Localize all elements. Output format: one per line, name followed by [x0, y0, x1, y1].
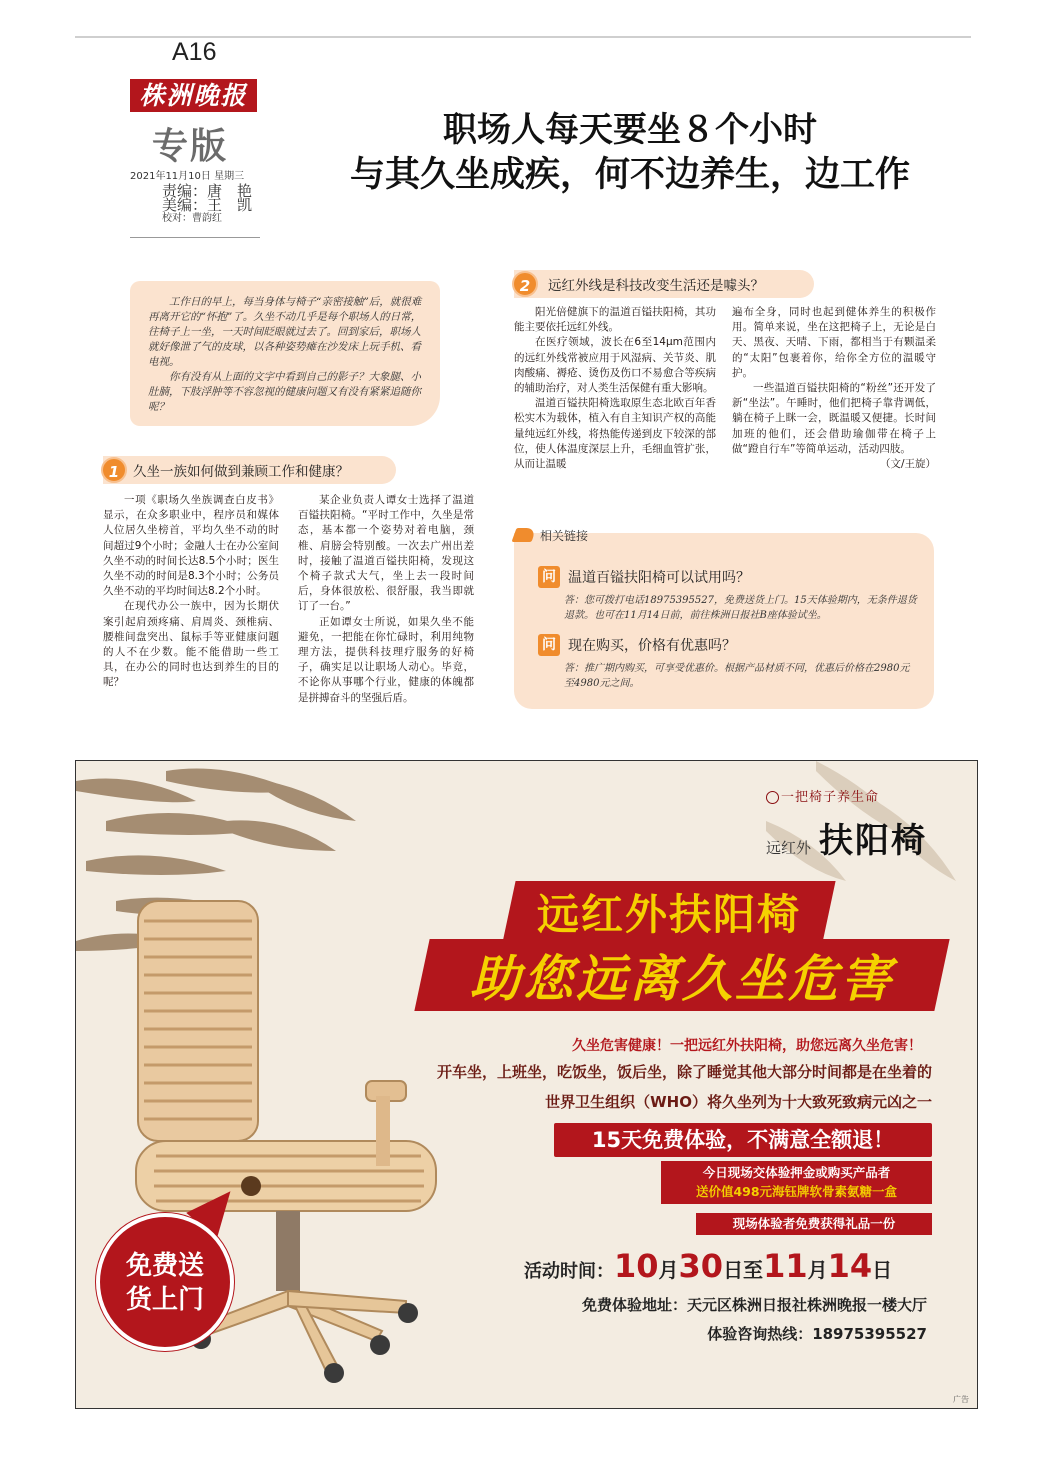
brand-name [766, 813, 956, 862]
ad-title-1 [502, 881, 835, 943]
answer-text: 答：您可拨打电话18975395527，免费送货上门。15天体验期内，无条件退货退款。也可在11月14日前，前往株洲日报社B座体验试坐。 [564, 595, 917, 621]
paragraph: 某企业负责人谭女士选择了温道百镒扶阳椅。“平时工作中，久坐是常态，基本都一个姿势对着电脑，颈椎、肩膀会特别酸。一次去广州出差时，接触了温道百镒扶阳椅，发现这个椅子款式大气，坐上去一段时间后，身体很放松、很舒服，我当即就订了一台。” [298, 494, 474, 613]
free-delivery-line-2: 货上门 [125, 1285, 204, 1315]
number-badge-icon: 1 [101, 457, 127, 483]
proofreader-credit: 校对：曹韵红 [162, 213, 222, 224]
paragraph: 在医疗领域，波长在6至14μm范围内的远红外线常被应用于风湿病、关节炎、肌肉酸痛、褥疮、烫伤及伤口不易愈合等疾病的辅助治疗，对人类生活保健有重大影响。 [514, 336, 716, 395]
brand-logo-text: 扶阳椅 [819, 821, 928, 861]
related-links-tab [514, 524, 588, 546]
section-title: 专版 [152, 125, 229, 167]
related-links-label: 相关链接 [540, 528, 589, 543]
free-delivery-badge [96, 1213, 234, 1351]
unit-month: 月 [807, 1258, 828, 1282]
start-month: 10 [614, 1247, 659, 1285]
brand-slogan-text: 一把椅子养生命 [781, 790, 880, 805]
paragraph: 正如谭女士所说，如果久坐不能避免，一把能在你忙碌时，利用纯物理方法，提供科技理疗服务的好椅子，确实足以让职场人动心。毕竟，不论你从事哪个行业，健康的体魄都是拼搏奋斗的坚强后盾。 [298, 615, 474, 704]
paragraph: 一些温道百镒扶阳椅的“粉丝”还开发了新“坐法”。午睡时，他们把椅子靠背调低，躺在椅子上眯一会，既温暖又便捷。长时间加班的他们，还会借助瑜伽带在椅子上做“蹬自行车”等简单运动，活动四肢。 [732, 382, 936, 455]
paragraph: 遍布全身，同时也起到健体养生的积极作用。简单来说，坐在这把椅子上，无论是白天、黑夜、天晴、下雨，都相当于有颗温柔的“太阳”包裹着你，给你全方位的温暖守护。 [732, 306, 936, 379]
headline-line-2: 与其久坐成疾，何不边养生，边工作 [349, 155, 910, 195]
circle-icon [766, 791, 779, 804]
trial-address: 免费体验地址：天元区株洲日报社株洲晚报一楼大厅 [581, 1296, 927, 1314]
headline-line-1: 职场人每天要坐８个小时 [443, 110, 817, 150]
article-column-3 [514, 305, 716, 472]
pen-icon [511, 528, 536, 542]
event-time-label: 活动时间： [524, 1261, 614, 1282]
author-credit: （文/王旋） [879, 458, 936, 471]
editor-credit: 责编：唐 艳 [162, 182, 253, 200]
headline [300, 108, 960, 198]
paragraph: 阳光倍健旗下的温道百镒扶阳椅，其功能主要依托远红外线。 [514, 306, 716, 334]
masthead-logo: 株洲晚报 [130, 79, 257, 112]
article-column-2 [298, 493, 474, 706]
intro-paragraph-1: 工作日的早上，每当身体与椅子“亲密接触”后，就很难再离开它的“怀抱”了。久坐不动几乎是每个职场人的日常，往椅子上一坐，一天时间眨眼就过去了。回到家后，职场人就好像泄了气的皮球，以各种姿势瘫在沙发床上玩手机、看电视。 [148, 296, 422, 368]
gift-offer-2: 现场体验者免费获得礼品一份 [696, 1213, 932, 1235]
brand-block [766, 786, 956, 862]
page-number: A16 [172, 38, 217, 66]
trial-offer-banner: 15天免费体验，不满意全额退！ [554, 1123, 932, 1157]
subheading-1 [103, 456, 396, 484]
unit-month: 月 [658, 1258, 679, 1282]
ad-copy-line-1: 开车坐，上班坐，吃饭坐，饭后坐，除了睡觉其他大部分时间都是在坐着的 [436, 1063, 932, 1081]
question-text: 温道百镒扶阳椅可以试用吗？ [568, 570, 750, 586]
gift-offer-line-1: 今日现场交体验押金或购买产品者 [702, 1165, 891, 1180]
paragraph: 在现代办公一族中，因为长期伏案引起肩颈疼痛、肩周炎、颈椎病、腰椎间盘突出、鼠标手等亚健康问题的人不在少数。能不能借助一些工具，在办公的同时也达到养生的目的呢？ [103, 600, 279, 689]
paragraph: 一项《职场久坐族调查白皮书》显示，在众多职业中，程序员和媒体人位居久坐榜首，平均久坐不动的时间超过9个小时；金融人士在办公室间久坐不动的时间长达8.5个小时；医生久坐不动的时间是8.3个小时；公务员久坐不动的平均时间达8.2个小时。 [103, 494, 279, 598]
gift-offer-line-2: 送价值498元海钰牌软骨素氨糖一盒 [695, 1184, 898, 1199]
edition-date: 2021年11月10日 星期三 [130, 171, 245, 182]
intro-box [130, 281, 440, 426]
question-tag-icon: 问 [538, 634, 560, 656]
paragraph: 温道百镒扶阳椅选取原生态北欧百年香松实木为载体，植入有自主知识产权的高能量纯远红外线，将热能传递到皮下较深的部位，使人体温度深层上升，毛细血管扩张，从而让温暖 [514, 397, 716, 471]
ad-title-2-text: 助您远离久坐危害 [470, 950, 894, 1008]
free-delivery-line-1: 免费送 [125, 1251, 204, 1281]
article-column-1 [103, 493, 279, 691]
article-column-4 [732, 305, 936, 472]
number-badge-icon: 2 [512, 271, 538, 297]
designer-credit: 美编：王 凯 [162, 196, 253, 214]
event-time [524, 1247, 892, 1285]
start-day: 30 [678, 1247, 724, 1285]
subheading-2 [514, 270, 814, 298]
ad-mark: 广告 [953, 1395, 969, 1404]
subheading-1-text: 久坐一族如何做到兼顾工作和健康？ [133, 464, 349, 480]
qa-item [538, 566, 918, 623]
hotline: 体验咨询热线：18975395527 [707, 1325, 927, 1343]
gift-offer-box [661, 1161, 932, 1204]
end-day: 14 [827, 1247, 873, 1285]
unit-to: 日至 [723, 1258, 764, 1282]
advertisement [75, 760, 978, 1409]
unit-day: 日 [872, 1258, 893, 1282]
ad-title-2 [414, 939, 949, 1011]
subheading-2-text: 远红外线是科技改变生活还是噱头？ [548, 278, 764, 294]
ad-title-1-text: 远红外扶阳椅 [536, 890, 801, 939]
end-month: 11 [763, 1247, 808, 1285]
ad-copy-line-2: 世界卫生组织（WHO）将久坐列为十大致死致病元凶之一 [545, 1093, 932, 1111]
brand-slogan [766, 786, 956, 805]
answer-text: 答：推广期内购买，可享受优惠价。根据产品材质不同，优惠后价格在2980元至4980元之间。 [564, 663, 910, 689]
meta-divider [130, 237, 260, 238]
qa-item [538, 634, 918, 691]
ad-tagline: 久坐危害健康！一把远红外扶阳椅，助您远离久坐危害！ [572, 1038, 922, 1054]
question-tag-icon: 问 [538, 566, 560, 588]
intro-paragraph-2: 你有没有从上面的文字中看到自己的影子？大象腿、小肚腩，下肢浮肿等不容忽视的健康问题又有没有紧紧追随你呢？ [148, 371, 421, 413]
edition-meta [130, 170, 260, 226]
question-text: 现在购买，价格有优惠吗？ [568, 638, 736, 654]
brand-prefix: 远红外 [766, 839, 812, 857]
